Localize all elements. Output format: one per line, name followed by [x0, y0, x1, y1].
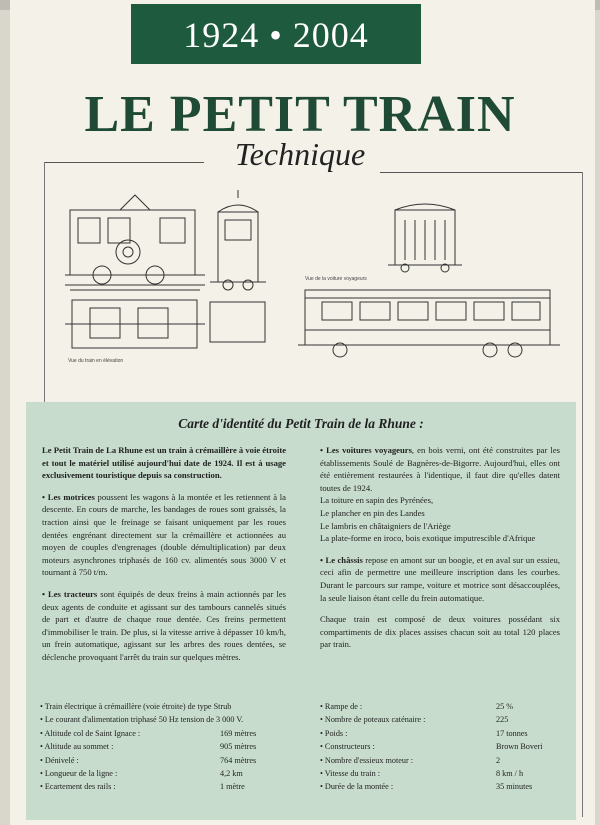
divider-right: [380, 172, 582, 173]
material-line: Le lambris en châtaigniers de l'Ariège: [320, 520, 451, 531]
left-column: [42, 444, 286, 673]
spec-row: • Poids : 17 tonnes: [320, 728, 528, 738]
page-subtitle: Technique: [234, 136, 366, 172]
years-banner: 1924 • 2004: [131, 4, 421, 64]
spec-row: • Nombre d'essieux moteur : 2: [320, 755, 501, 765]
info-panel: [26, 402, 576, 820]
right-column: [320, 444, 560, 660]
material-line: Le plancher en pin des Landes: [320, 507, 425, 518]
material-line: La plate-forme en iroco, bois exotique imputrescible d'Afrique: [320, 533, 536, 544]
drawing-caption-right: Vue de la voiture voyageurs: [305, 276, 367, 282]
spec-row: • Durée de la montée : 35 minutes: [320, 782, 533, 792]
technical-drawings: [60, 190, 565, 390]
divider-left: [44, 162, 204, 163]
carriage-side-drawing: [298, 290, 560, 357]
spec-row: • Rampe de : 25 %: [320, 702, 514, 711]
material-line: La toiture en sapin des Pyrénées,: [320, 495, 434, 506]
spec-row: • Altitude au sommet : 905 mètres: [40, 742, 257, 752]
specs-right: [320, 700, 570, 794]
tracteurs-paragraph: • Les tracteurs sont équipés de deux freins à main actionnés par les deux agents de conduite et agissant sur des tambours cannelés situés de part et d'autre de chaque roue dentée. Ces freins permettent d'immobiliser le train. De plus, si la vitesse arrive à dépasser 10 km/h, un frein automatique, agissant sur les arbres des roues dentées, se déclenche provoquant l'arrêt du train sur quelques mètres.: [42, 588, 286, 662]
spec-row: • Dénivelé : 764 mètres: [40, 755, 257, 765]
motrices-paragraph: • Les motrices poussent les wagons à la montée et les retiennent à la descente. En cours de marche, les bandages de roues sont graissés, la traction ainsi que le freinage se faisant uniquement par les roues dentées engrénant directement sur la crémaillère et actionnées au moyen de couples d'engrenages (double démultiplication) par deux moteurs asynchrones triphasés de 160 cv. alimentés sous 3000 V et tournant à 750 t/m.: [42, 491, 286, 578]
carriage-end-drawing: [388, 204, 462, 272]
spec-row: • Constructeurs : Brown Boveri: [320, 742, 543, 752]
materials-list: [320, 494, 560, 544]
composition-paragraph: Chaque train est composé de deux voitures possédant six compartiments de dix places assises chacun soit au total 120 places par train.: [320, 614, 560, 650]
locomotive-front-drawing: [210, 190, 266, 290]
spec-row: • Vitesse du train : 8 km / h: [320, 768, 524, 778]
voitures-paragraph: • Les voitures voyageurs, en bois verni, ont été construites par les établissements Soulé de Bagnères-de-Bigorre. Aujourd'hui, elles ont été entièrement restaurées à l'identique, il faut dire qu'elles datent toutes de 1924.: [320, 445, 560, 493]
specs-left: [40, 700, 300, 794]
drawing-caption-left: Vue du train en élévation: [68, 358, 124, 364]
spec-row: • Train électrique à crémaillère (voie étroite) de type Strub: [40, 702, 232, 711]
locomotive-plan-drawing: [65, 300, 265, 348]
locomotive-side-drawing: [65, 195, 205, 290]
spec-row: • Longueur de la ligne : 4,2 km: [40, 768, 243, 778]
page-title: LE PETIT TRAIN: [84, 86, 516, 143]
spec-row: • Ecartement des rails : 1 mètre: [40, 782, 245, 792]
frame-right: [582, 172, 583, 817]
panel-title: Carte d'identité du Petit Train de la Rhune :: [178, 416, 424, 431]
spec-row: • Nombre de poteaux caténaire : 225: [320, 715, 509, 725]
spec-row: • Altitude col de Saint Ignace : 169 mètres: [40, 728, 257, 738]
spec-row: • Le courant d'alimentation triphasé 50 Hz tension de 3 000 V.: [40, 715, 244, 725]
intro-paragraph: Le Petit Train de La Rhune est un train à crémaillère à voie étroite et tout le matériel utilisé aujourd'hui date de 1924. Il est à usage exclusivement touristique depuis sa construction.: [42, 445, 287, 481]
chassis-paragraph: • Le châssis repose en amont sur un boogie, et en aval sur un essieu, ceci afin de permettre une meilleure inscription dans les courbes. Durant le parcours sur rampe, voiture et motrice sont désaccouplées, la seule liaison étant celle du frein automatique.: [320, 554, 560, 603]
